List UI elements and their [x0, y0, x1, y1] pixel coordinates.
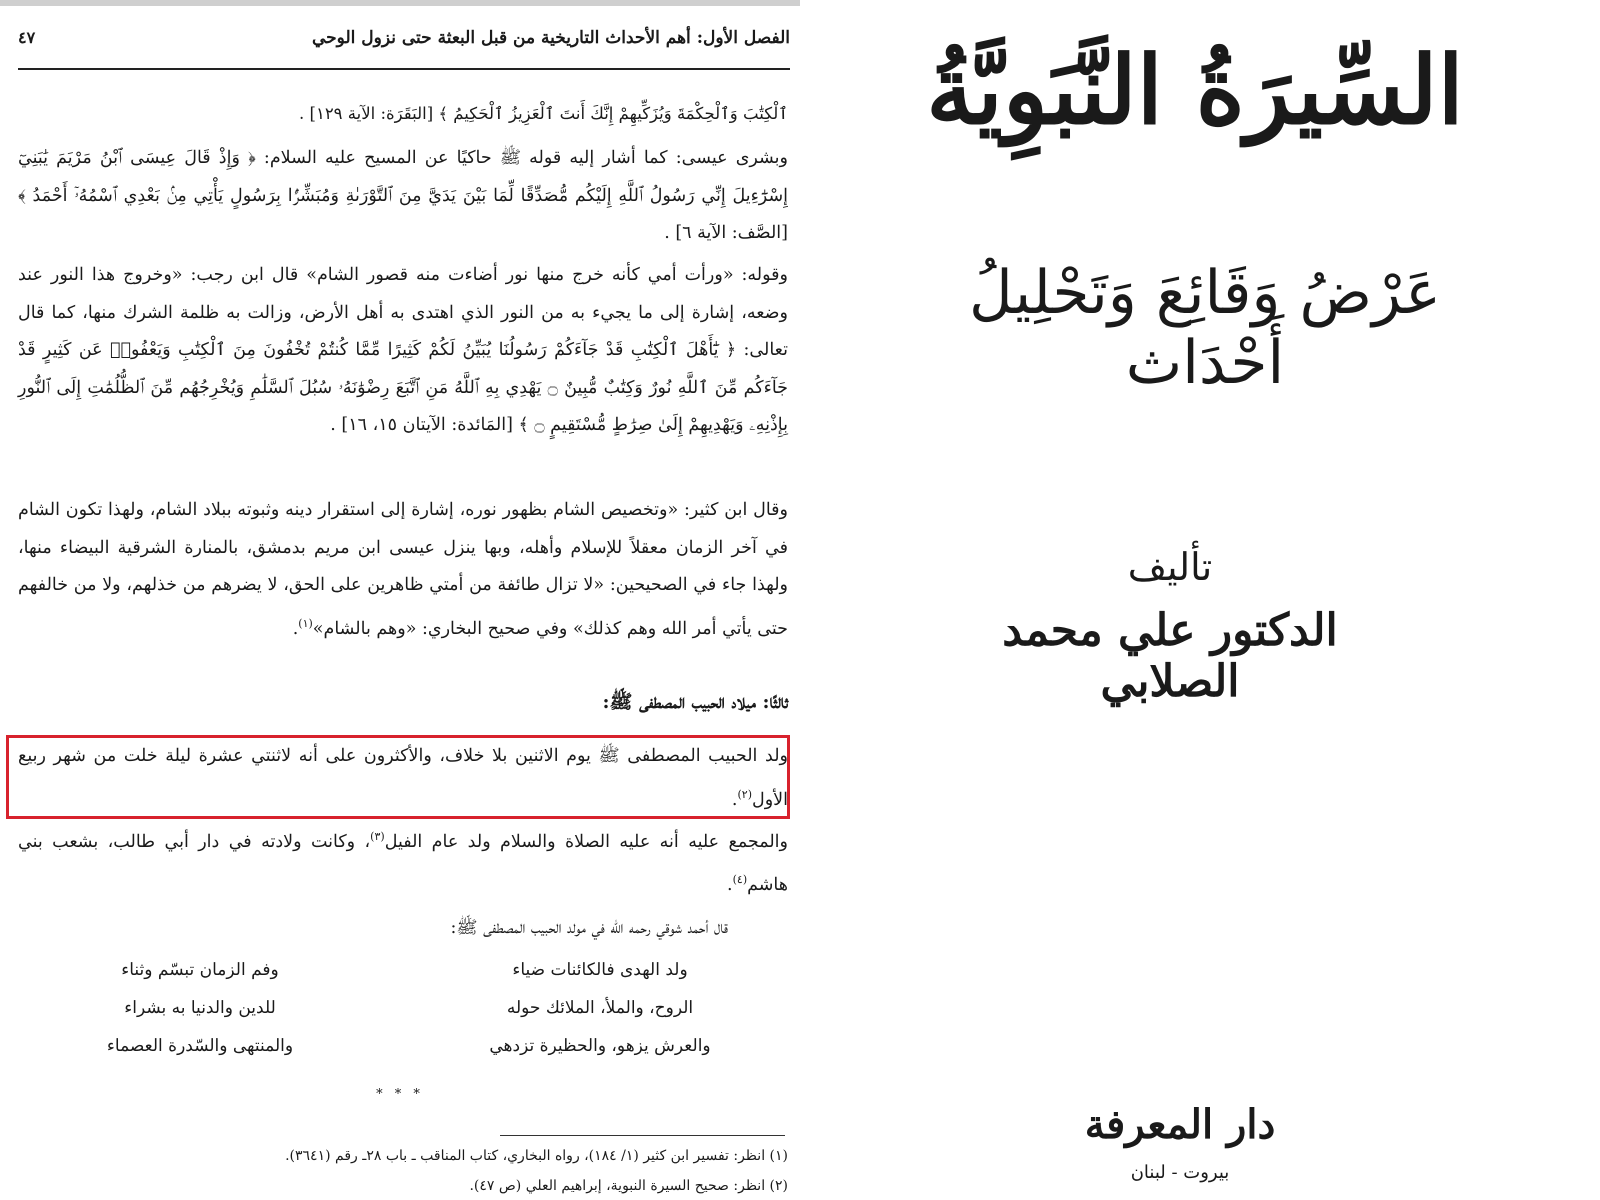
footnote: (١) انظر: تفسير ابن كثير (١/ ١٨٤)، رواه البخاري، كتاب المناقب ـ باب ٢٨ـ رقم (٣٦٤١). — [285, 1148, 788, 1164]
verse-first-half: ولد الهدى فالكائنات ضياء — [512, 960, 688, 980]
verse-second-half: للدين والدنيا به بشراء — [124, 998, 276, 1018]
publisher-city: بيروت - لبنان — [1130, 1162, 1230, 1183]
running-header — [18, 28, 790, 70]
publisher-logo: دار المعرفة — [1084, 1101, 1276, 1148]
paragraph: وقوله: «ورأت أمي كأنه خرج منها نور أضاءت منه قصور الشام» قال ابن رجب: «وخروج هذا النور عند وضعه، إشارة إلى ما يجيء به من النور الذي اهتدى به أهل الأرض، وزالت به ظلمة الشرك منها، كما قال تعالى: ﴿ يَٰٓأَهْلَ ٱلْكِتَٰبِ قَدْ جَآءَكُمْ رَسُولُنَا يُبَيِّنُ لَكُمْ كَثِيرًا مِّمَّا كُنتُمْ تُخْفُونَ مِنَ ٱلْكِتَٰبِ وَيَعْفُوا۟ عَن كَثِيرٍ قَدْ جَآءَكُم مِّنَ ٱللَّهِ نُورٌ وَكِتَٰبٌ مُّبِينٌ ۝ يَهْدِي بِهِ ٱللَّهُ مَنِ ٱتَّبَعَ رِضْوَٰنَهُۥ سُبُلَ ٱلسَّلَٰمِ وَيُخْرِجُهُم مِّنَ ٱلظُّلُمَٰتِ إِلَى ٱلنُّورِ بِإِذْنِهِۦ وَيَهْدِيهِمْ إِلَىٰ صِرَٰطٍ مُّسْتَقِيمٍ ۝ ﴾ [المَائدة: الآيتان ١٥، ١٦] . — [18, 265, 788, 435]
paragraph: وبشرى عيسى: كما أشار إليه قوله ﷺ حاكيًا عن المسيح عليه السلام: ﴿ وَإِذْ قَالَ عِيسَى ٱبْنُ مَرْيَمَ يَٰبَنِيٓ إِسْرَٰٓءِيلَ إِنِّي رَسُولُ ٱللَّهِ إِلَيْكُم مُّصَدِّقًا لِّمَا بَيْنَ يَدَيَّ مِنَ ٱلتَّوْرَىٰةِ وَمُبَشِّرًۢا بِرَسُولٍ يَأْتِي مِنۢ بَعْدِي ٱسْمُهُۥٓ أَحْمَدُ ﴾ [الصَّف: الآية ٦] . — [18, 148, 788, 243]
poem-verse — [30, 960, 770, 998]
poem-verse — [30, 1036, 770, 1074]
section-divider-stars: * * * — [376, 1087, 424, 1102]
footnote: (٢) انظر: صحيح السيرة النبوية، إبراهيم العلي (ص ٤٧). — [469, 1178, 788, 1194]
verse-first-half: والعرش يزهو، والحظيرة تزدهي — [489, 1036, 711, 1056]
verse-first-half: الروح، والملأ، الملائك حوله — [506, 998, 694, 1018]
poem — [30, 960, 770, 1074]
poem-verse — [30, 998, 770, 1036]
footnote-rule — [500, 1135, 785, 1136]
book-cover — [800, 0, 1600, 1200]
cover-title: السِّيرَةُ النَّبَوِيَّةُ — [926, 36, 1464, 146]
page-top-border — [0, 0, 800, 6]
chapter-title: الفصل الأول: أهم الأحداث التاريخية من قبل البعثة حتى نزول الوحي — [311, 28, 790, 48]
footnote-ref: (٤) — [732, 873, 748, 887]
paragraph: وقال ابن كثير: «وتخصيص الشام بظهور نوره، إشارة إلى استقرار دينه وثبوته ببلاد الشام، ولهذا تكون الشام في آخر الزمان معقلاً للإسلام وأهله، وبها ينزل عيسى ابن مريم بدمشق، بالمنارة الشرقية البيضاء منها، ولهذا جاء في الصحيحين: «لا تزال طائفة من أمتي ظاهرين على الحق، لا يضرهم من خذلهم، ولا من خالفهم حتى يأتي أمر الله وهم كذلك» وفي صحيح البخاري: «وهم بالشام»$^{(١)}$. — [18, 500, 788, 639]
paragraph: والمجمع عليه أنه عليه الصلاة والسلام ولد عام الفيل$^{(٣)}$، وكانت ولادته في دار أبي طالب، بشعب بني هاشم$^{(٤)}$. — [18, 830, 788, 896]
page-number: ٤٧ — [18, 28, 36, 47]
cover-subtitle: عَرْضُ وَقَائِعَ وَتَحْلِيلُ أَحْدَاث — [969, 258, 1441, 398]
paragraph-text: والمجمع عليه أنه عليه الصلاة والسلام ولد عام الفيل — [384, 831, 788, 852]
verse-second-half: وفم الزمان تبسّم وثناء — [121, 960, 279, 980]
author-name: الدكتور علي محمد الصلابي — [1002, 605, 1338, 707]
authored-by-label: تأليف — [1127, 545, 1213, 589]
paragraph-text: وقال ابن كثير: «وتخصيص الشام بظهور نوره، إشارة إلى استقرار دينه وثبوته ببلاد الشام، ولهذا تكون الشام في آخر الزمان معقلاً للإسلام وأهله، وبها ينزل عيسى ابن مريم بدمشق، بالمنارة الشرقية البيضاء منها، ولهذا جاء في الصحيحين: «لا تزال طائفة من أمتي ظاهرين على الحق، لا يضرهم من خذلهم، ولا من خالفهم حتى يأتي أمر الله وهم كذلك» وفي صحيح البخاري: «وهم بالشام» — [18, 500, 788, 639]
paragraph: ٱلْكِتَٰبَ وَٱلْحِكْمَةَ وَيُزَكِّيهِمْ إِنَّكَ أَنتَ ٱلْعَزِيزُ ٱلْحَكِيمُ ﴾ [البَقَرَة: الآية ١٢٩] . — [299, 104, 788, 123]
verse-second-half: والمنتهى والسّدرة العصماء — [106, 1036, 294, 1056]
paragraph-text: ولد الحبيب المصطفى ﷺ يوم الاثنين بلا خلاف، والأكثرون على أنه لاثنتي عشرة ليلة خلت من شهر ربيع الأول — [18, 746, 788, 810]
footnote-ref: (٣) — [370, 830, 385, 843]
poem-intro: قال أحمد شوقي رحمه الله في مولد الحبيب المصطفى ﷺ: — [450, 918, 728, 938]
section-heading: ثالثًا: ميلاد الحبيب المصطفى ﷺ: — [602, 691, 788, 713]
paragraph-text: ، وكانت ولادته في دار أبي طالب، بشعب بني هاشم — [18, 831, 788, 896]
footnote-ref: (١) — [298, 616, 313, 630]
highlighted-paragraph: ولد الحبيب المصطفى ﷺ يوم الاثنين بلا خلاف، والأكثرون على أنه لاثنتي عشرة ليلة خلت من شهر ربيع الأول$^{(٢)}$. — [18, 746, 788, 810]
footnote-ref: (٢) — [737, 787, 752, 801]
